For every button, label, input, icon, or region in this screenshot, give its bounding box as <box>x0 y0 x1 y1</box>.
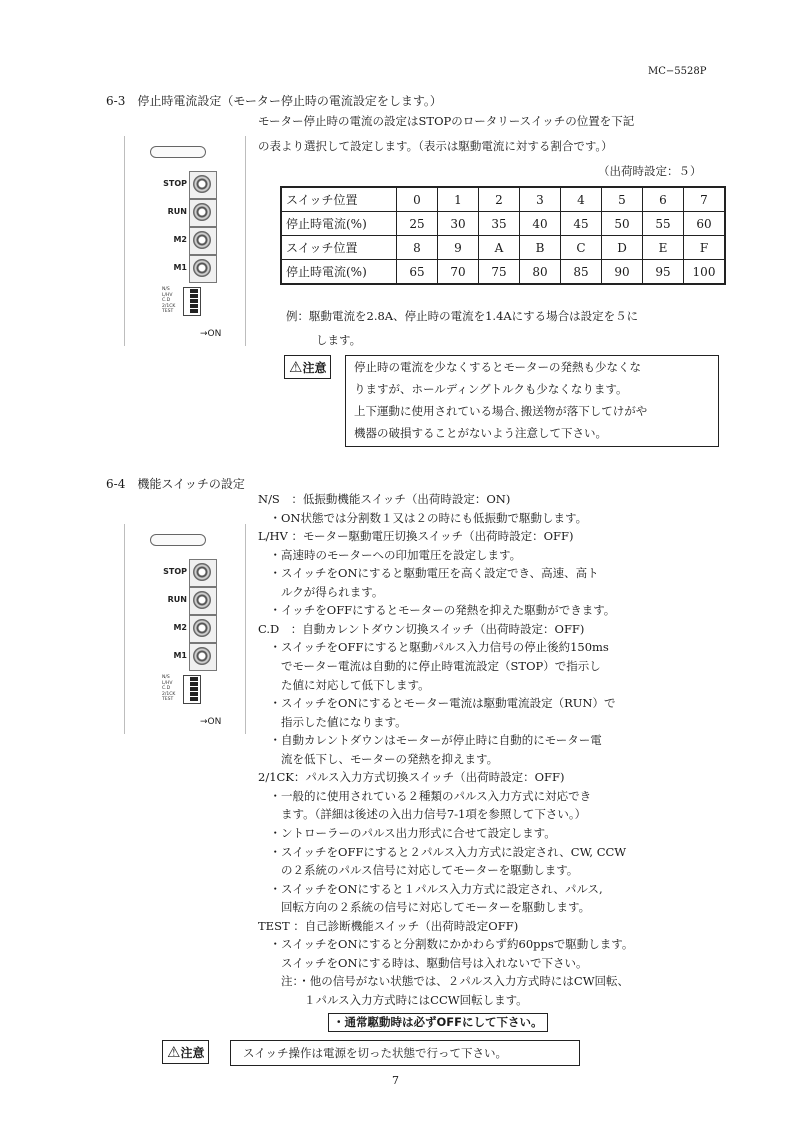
description-line: L/HV ：モーター駆動電圧切換スイッチ（出荷時設定：OFF) <box>258 529 574 544</box>
table-row <box>281 236 725 260</box>
dip-switch-labels: N/S L/HV C.D 2/1CK TEST <box>162 287 176 314</box>
description-line: ・スイッチをONにすると駆動電圧を高く設定でき、高速、高ト <box>258 566 599 581</box>
warning-triangle-icon: ⚠ <box>289 358 303 376</box>
caution-line-4: 機器の破損することがないよう注意して下さい。 <box>354 426 607 440</box>
description-line: TEST ：自己診断機能スイッチ（出荷時設定OFF) <box>258 918 519 933</box>
table-cell: F <box>684 236 726 260</box>
table-cell: 50 <box>602 212 643 236</box>
description-line: 2/1CK：パルス入力方式切換スイッチ（出荷時設定：OFF) <box>258 770 565 785</box>
description-line: N/S ：低振動機能スイッチ（出荷時設定：ON) <box>258 492 511 506</box>
table-cell: 75 <box>479 260 520 285</box>
caution-box-2 <box>230 1040 580 1066</box>
example-line-2: します。 <box>316 333 362 347</box>
table-cell: A <box>479 236 520 260</box>
table-cell: 4 <box>561 187 602 212</box>
table-cell: 30 <box>438 212 479 236</box>
description-line: スイッチをONにする時は、駆動信号は入れないで下さい。 <box>258 955 588 970</box>
description-line: ・スイッチをONにすると１パルス入力方式に設定され、パルス, <box>258 881 603 896</box>
table-cell: 25 <box>397 212 438 236</box>
row-header: スイッチ位置 <box>281 187 397 212</box>
stop-current-table <box>280 186 726 285</box>
table-row <box>281 212 725 236</box>
caution-text-2: スイッチ操作は電源を切った状態で行って下さい。 <box>243 1046 508 1060</box>
description-line: ・スイッチをONにするとモーター電流は駆動電流設定（RUN）で <box>258 696 616 710</box>
run-rotary-switch <box>189 587 217 615</box>
description-line: ・自動カレントダウンはモーターが停止時に自動的にモーター電 <box>258 733 602 748</box>
m2-rotary-switch <box>189 615 217 643</box>
description-line: ルクが得られます。 <box>258 584 384 599</box>
description-line: の２系統のパルス信号に対応してモーターを駆動します。 <box>258 863 579 877</box>
dip-switch-block <box>183 675 201 704</box>
dial-label-m2: M2 <box>173 235 187 244</box>
on-direction-arrow: →ON <box>200 717 222 727</box>
caution-badge-2: ⚠注意 <box>162 1040 209 1064</box>
intro-line-1: モーター停止時の電流の設定はSTOPのロータリースイッチの位置を下記 <box>258 114 635 128</box>
description-line: ます。（詳細は後述の入出力信号7-1項を参照して下さい。） <box>258 807 587 822</box>
description-line: 指示した値になります。 <box>258 714 407 729</box>
factory-setting: （出荷時設定：５） <box>598 164 702 178</box>
dial-label-stop: STOP <box>163 179 187 188</box>
row-header: 停止時電流(%) <box>281 260 397 285</box>
description-line: ・スイッチをONにすると分割数にかかわらず約60ppsで駆動します。 <box>258 937 634 952</box>
description-line: ・イッチをOFFにするとモーターの発熱を抑えた駆動ができます。 <box>258 603 616 618</box>
indicator-slot <box>150 534 206 546</box>
intro-line-2: の表より選択して設定します。（表示は駆動電流に対する割合です。） <box>258 139 613 153</box>
dial-label-m1: M1 <box>173 651 187 660</box>
table-cell: 9 <box>438 236 479 260</box>
m1-rotary-switch <box>189 255 217 283</box>
dial-label-stop: STOP <box>163 567 187 576</box>
description-line: ・ON状態では分割数１又は２の時にも低振動で駆動します。 <box>258 510 588 525</box>
description-line: ・ントローラーのパルス出力形式に合せて設定します。 <box>258 825 556 840</box>
description-line: ・スイッチをOFFにすると２パルス入力方式に設定され、CW, CCW <box>258 844 627 859</box>
driver-panel-illustration <box>124 136 246 346</box>
indicator-slot <box>150 146 206 158</box>
m2-rotary-switch <box>189 227 217 255</box>
m1-rotary-switch <box>189 643 217 671</box>
table-cell: 40 <box>520 212 561 236</box>
warning-triangle-icon: ⚠ <box>167 1043 181 1061</box>
caution-line-1: 停止時の電流を少なくするとモーターの発熱も少なくな <box>354 360 642 374</box>
description-line: １パルス入力方式時にはCCW回転します。 <box>258 992 528 1007</box>
dial-label-run: RUN <box>167 207 187 216</box>
stop-rotary-switch <box>189 559 217 587</box>
stop-rotary-switch <box>189 171 217 199</box>
table-cell: 0 <box>397 187 438 212</box>
table-cell: 3 <box>520 187 561 212</box>
row-header: スイッチ位置 <box>281 236 397 260</box>
normal-operation-note: ・通常駆動時は必ずOFFにして下さい。 <box>328 1013 548 1032</box>
table-cell: B <box>520 236 561 260</box>
caution-line-3: 上下運動に使用されている場合､搬送物が落下してけがや <box>354 404 648 418</box>
table-cell: 95 <box>643 260 684 285</box>
table-cell: 85 <box>561 260 602 285</box>
description-line: ・高速時のモーターへの印加電圧を設定します。 <box>258 547 522 562</box>
table-cell: 100 <box>684 260 726 285</box>
table-cell: 80 <box>520 260 561 285</box>
table-cell: 90 <box>602 260 643 285</box>
description-line: ・一般的に使用されている２種類のパルス入力方式に対応でき <box>258 788 592 803</box>
table-cell: 1 <box>438 187 479 212</box>
description-line: 流を低下し、モーターの発熱を抑えます。 <box>258 751 499 766</box>
table-cell: 60 <box>684 212 726 236</box>
table-cell: 5 <box>602 187 643 212</box>
table-cell: C <box>561 236 602 260</box>
description-line: 回転方向の２系統の信号に対応してモーターを駆動します。 <box>258 900 591 915</box>
caution-badge: ⚠注意 <box>284 355 331 379</box>
table-cell: 65 <box>397 260 438 285</box>
on-direction-arrow: →ON <box>200 329 222 339</box>
table-row <box>281 260 725 285</box>
table-cell: E <box>643 236 684 260</box>
dip-switch-labels: N/S L/HV C.D 2/1CK TEST <box>162 675 176 702</box>
description-line: ・スイッチをOFFにすると駆動パルス入力信号の停止後約150ms <box>258 640 609 655</box>
driver-panel-illustration-2 <box>124 524 246 734</box>
description-line: C.D ：自動カレントダウン切換スイッチ（出荷時設定：OFF) <box>258 621 585 636</box>
table-cell: 2 <box>479 187 520 212</box>
description-line: でモーター電流は自動的に停止時電流設定（STOP）で指示し <box>258 659 601 673</box>
table-cell: 70 <box>438 260 479 285</box>
caution-box <box>345 355 719 447</box>
table-cell: 8 <box>397 236 438 260</box>
dial-label-run: RUN <box>167 595 187 604</box>
example-line-1: 例：駆動電流を2.8A、停止時の電流を1.4Aにする場合は設定を５に <box>286 309 639 323</box>
dial-label-m1: M1 <box>173 263 187 272</box>
description-line: た値に対応して低下します。 <box>258 677 430 692</box>
caution-line-2: りますが、ホールディングトルクも少なくなります。 <box>354 382 628 396</box>
table-cell: 6 <box>643 187 684 212</box>
table-cell: D <box>602 236 643 260</box>
table-cell: 55 <box>643 212 684 236</box>
table-row <box>281 187 725 212</box>
description-line: 注：・他の信号がない状態では、２パルス入力方式時にはCW回転、 <box>258 974 630 989</box>
table-cell: 35 <box>479 212 520 236</box>
section-6-3-heading: 6-3 停止時電流設定（モーター停止時の電流設定をします。） <box>106 94 442 108</box>
doc-code: MC−5528P <box>648 66 707 77</box>
page-number: 7 <box>392 1074 399 1087</box>
table-cell: 45 <box>561 212 602 236</box>
dip-switch-block <box>183 287 201 316</box>
section-6-4-heading: 6-4 機能スイッチの設定 <box>106 477 245 491</box>
table-cell: 7 <box>684 187 726 212</box>
dial-label-m2: M2 <box>173 623 187 632</box>
row-header: 停止時電流(%) <box>281 212 397 236</box>
run-rotary-switch <box>189 199 217 227</box>
